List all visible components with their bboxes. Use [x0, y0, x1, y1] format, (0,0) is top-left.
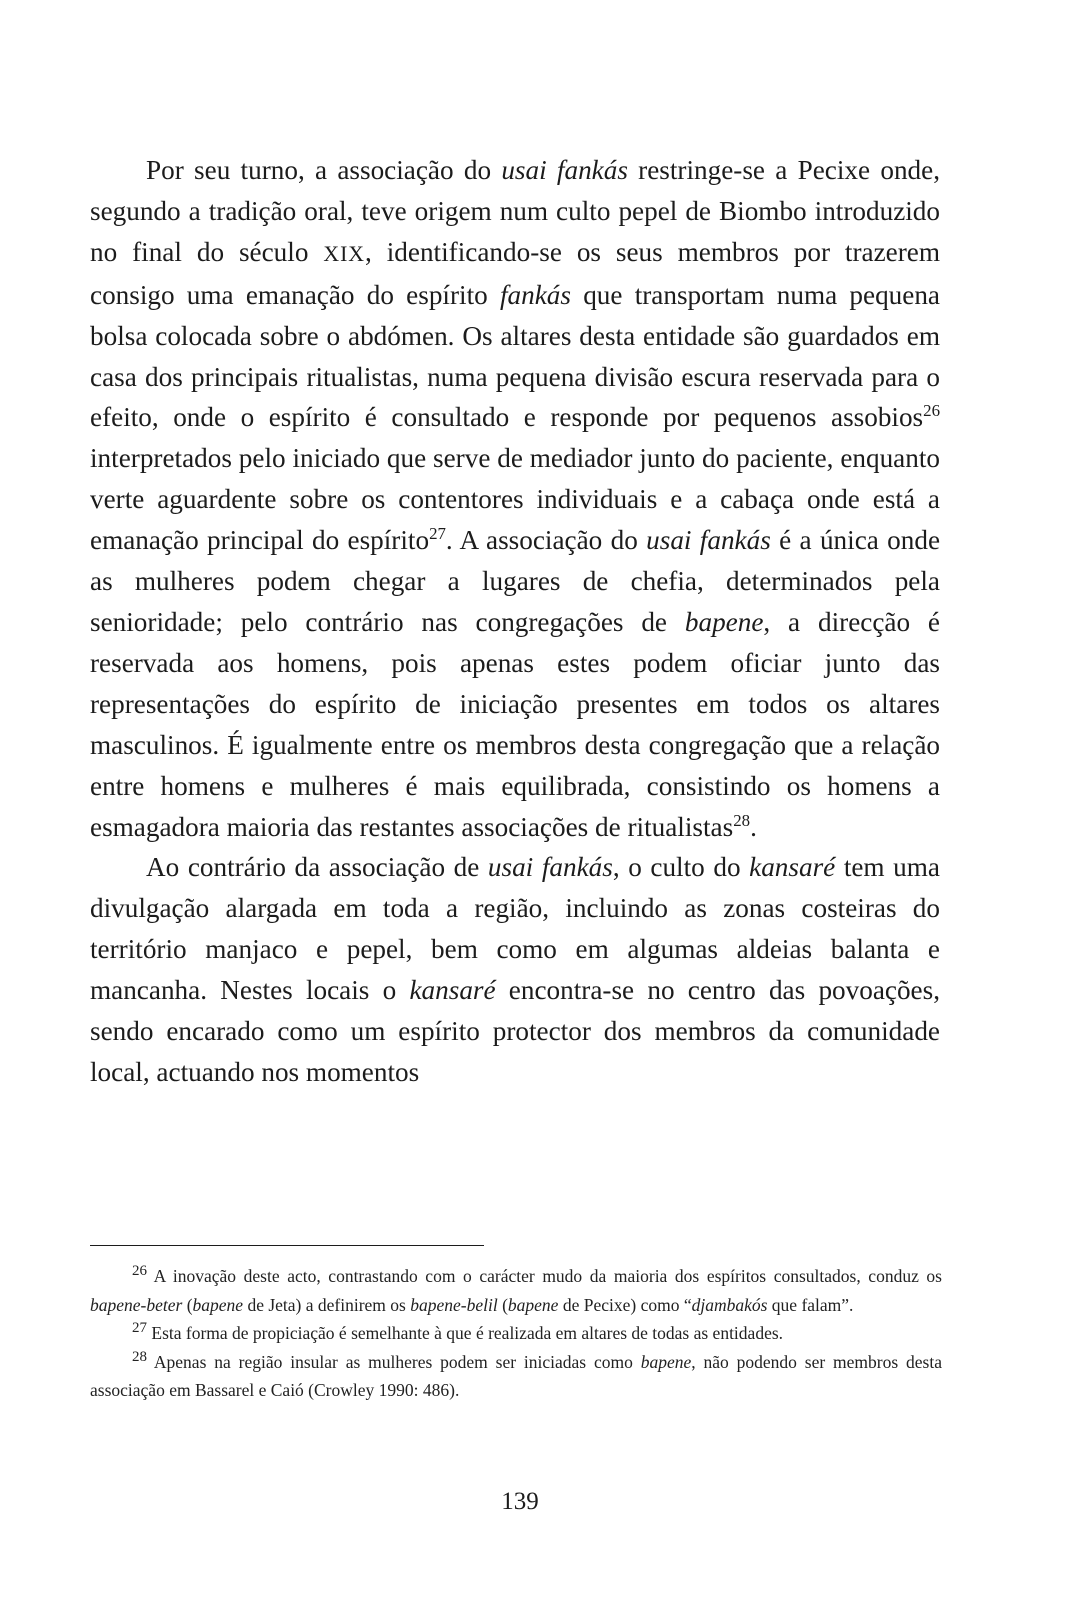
text-run: , não podendo ser membros desta associação em Bassarel e Caió (Crowley 1990: 486). [90, 1351, 942, 1400]
text-run: Por seu turno, a associação do [146, 155, 502, 185]
small-caps-century: XIX [323, 241, 366, 266]
footnote-27 [90, 1319, 942, 1348]
footnote-number: 28 [132, 1348, 147, 1365]
text-run: , identificando-se os seus membros por trazerem consigo uma emanação do espírito [90, 236, 941, 310]
text-run: Apenas na região insular as mulheres podem ser iniciadas como [147, 1351, 641, 1372]
text-run: Ao contrário da associação de [146, 852, 488, 883]
italic-term: usai fankás [501, 155, 628, 185]
text-run: restringe-se a Pecixe onde, segundo a tradição oral, teve origem num culto pepel de Biombo introduzido no final do século [90, 155, 940, 267]
text-run: ( [182, 1294, 193, 1315]
footnote-number: 26 [132, 1263, 147, 1280]
italic-term: kansaré [749, 852, 836, 883]
italic-term: usai fankás [487, 852, 613, 883]
paragraph-1 [90, 150, 940, 847]
text-run: ( [497, 1294, 508, 1315]
text-run: Esta forma de propiciação é semelhante à que é realizada em altares de todas as entidades. [147, 1323, 784, 1343]
text-run: é a única onde as mulheres podem chegar a lugares de chefia, determinados pela senioridade; pelo contrário nas congregações de [90, 525, 941, 637]
text-run: , o culto do [612, 852, 750, 883]
footnote-26 [90, 1262, 942, 1319]
footnote-number: 27 [132, 1320, 147, 1337]
italic-term: bapene [684, 606, 764, 637]
footnote-ref[interactable]: 26 [923, 401, 940, 421]
footnote-separator [90, 1245, 484, 1246]
text-run: , a direcção é reservada aos homens, pois apenas estes podem oficiar junto das representações do espírito de iniciação presentes em todos os altares masculinos. É igualmente entre os membros desta congregação que a relação entre homens e mulheres é mais equilibrada, consistindo os homens a esmagadora maioria das restantes associações de ritualistas [90, 606, 940, 842]
italic-term: bapene [507, 1294, 559, 1315]
footnote-28 [90, 1348, 942, 1405]
footnote-ref[interactable]: 28 [733, 810, 751, 830]
italic-term: bapene-belil [410, 1294, 498, 1315]
page-number: 139 [501, 1488, 539, 1515]
italic-term: bapene [192, 1294, 244, 1315]
text-run: que transportam numa pequena bolsa colocada sobre o abdómen. Os altares desta entidade são guardados em casa dos principais ritualistas, numa pequena divisão escura reservada para o efeito, onde o espírito é consultado e responde por pequenos assobios [90, 279, 941, 433]
text-run: . A associação do [445, 525, 647, 556]
italic-term: djambakós [691, 1294, 768, 1315]
text-run: de Pecixe) como “ [558, 1294, 692, 1315]
footnote-ref[interactable]: 27 [429, 524, 446, 544]
text-run: de Jeta) a definirem os [243, 1294, 411, 1315]
text-run: . [750, 811, 757, 842]
text-run: interpretados pelo iniciado que serve de mediador junto do paciente, enquanto verte aguardente sobre os contentores individuais e a cabaça onde está a emanação principal do espírito [90, 443, 940, 556]
italic-term: fankás [499, 279, 571, 310]
paragraph-2 [90, 847, 940, 1092]
footnotes [90, 1262, 942, 1405]
main-text [90, 150, 940, 1093]
text-run: A inovação deste acto, contrastando com o carácter mudo da maioria dos espíritos consultados, conduz os [147, 1266, 942, 1286]
text-run: tem uma divulgação alargada em toda a região, incluindo as zonas costeiras do território manjaco e pepel, bem como em algumas aldeias balanta e mancanha. Nestes locais o [90, 852, 940, 1006]
italic-term: bapene [640, 1351, 692, 1372]
italic-term: usai fankás [646, 525, 771, 556]
italic-term: bapene-beter [90, 1294, 183, 1315]
italic-term: kansaré [409, 975, 496, 1006]
text-run: que falam”. [767, 1294, 854, 1315]
text-run: encontra-se no centro das povoações, sendo encarado como um espírito protector dos membros da comunidade local, actuando nos momentos [90, 975, 940, 1087]
